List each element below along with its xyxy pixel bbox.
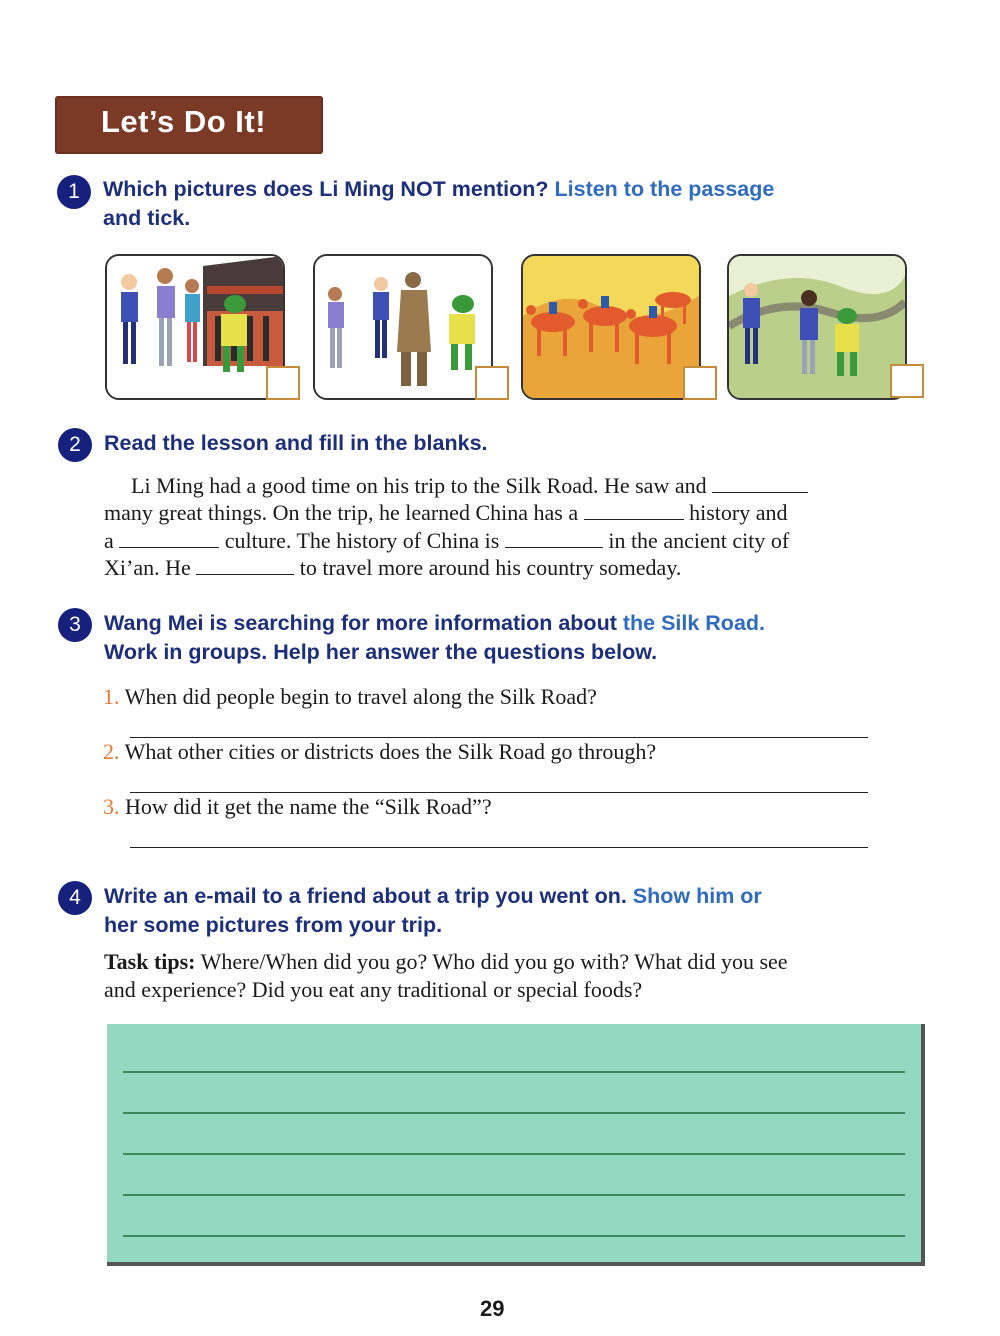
task-tips-label: Task tips: xyxy=(104,949,196,974)
writing-line xyxy=(123,1112,905,1114)
task-tips-text: and experience? Did you eat any traditional or special foods? xyxy=(104,977,643,1002)
instruction-text: Which pictures does Li Ming NOT mention? xyxy=(103,177,555,201)
task-tips-line-1 xyxy=(104,948,788,976)
exercise-2-number: 2 xyxy=(58,428,92,462)
picture-4 xyxy=(727,254,907,400)
instruction-text: her some pictures from your trip. xyxy=(104,913,443,937)
question-number: 2. xyxy=(103,739,120,764)
picture-2 xyxy=(313,254,493,400)
question-2 xyxy=(103,739,656,765)
picture-2-illustration xyxy=(315,256,491,398)
blank-1[interactable] xyxy=(712,474,808,493)
picture-1 xyxy=(105,254,285,400)
blank-3[interactable] xyxy=(119,529,219,548)
writing-line xyxy=(123,1194,905,1196)
picture-3-illustration xyxy=(523,256,699,398)
instruction-text: Listen to the passage xyxy=(554,177,775,201)
writing-line xyxy=(123,1153,905,1155)
page-number: 29 xyxy=(480,1296,505,1321)
instruction-text: Work in groups. Help her answer the questions below. xyxy=(104,640,658,664)
exercise-4-number: 4 xyxy=(58,881,92,915)
passage-text: many great things. On the trip, he learned China has a xyxy=(104,500,579,525)
question-text: What other cities or districts does the Silk Road go through? xyxy=(124,739,657,764)
exercise-3-number: 3 xyxy=(58,608,92,642)
instruction-text: the Silk Road. xyxy=(622,611,766,635)
question-text: When did people begin to travel along the Silk Road? xyxy=(124,684,597,709)
task-tips-text: Where/When did you go? Who did you go with? What did you see xyxy=(195,949,788,974)
blank-4[interactable] xyxy=(505,529,603,548)
passage-text: a xyxy=(104,528,114,553)
task-tips-line-2 xyxy=(104,976,642,1004)
exercise-1-instruction xyxy=(103,175,923,233)
passage-text: history and xyxy=(689,500,788,525)
picture-3 xyxy=(521,254,701,400)
passage-text: in the ancient city of xyxy=(608,528,790,553)
section-banner xyxy=(55,96,323,154)
question-3 xyxy=(103,794,492,820)
question-number: 1. xyxy=(103,684,120,709)
exercise-4-instruction xyxy=(104,882,944,940)
answer-line-2[interactable] xyxy=(130,792,868,793)
instruction-text: Wang Mei is searching for more information about xyxy=(104,611,623,635)
question-1 xyxy=(103,684,597,710)
writing-line xyxy=(123,1071,905,1073)
writing-line xyxy=(123,1235,905,1237)
passage-line-4 xyxy=(104,554,681,582)
question-number: 3. xyxy=(103,794,120,819)
tick-box-2[interactable] xyxy=(475,366,509,400)
answer-line-1[interactable] xyxy=(130,737,868,738)
passage-text: Xi’an. He xyxy=(104,555,191,580)
passage-text: culture. The history of China is xyxy=(224,528,500,553)
passage-text: Li Ming had a good time on his trip to the Silk Road. He saw and xyxy=(131,473,707,498)
blank-5[interactable] xyxy=(196,556,294,575)
banner-title: Let’s Do It! xyxy=(101,104,267,139)
question-text: How did it get the name the “Silk Road”? xyxy=(125,794,492,819)
email-writing-area[interactable] xyxy=(107,1024,925,1266)
instruction-text: Show him or xyxy=(632,884,762,908)
passage-line-2 xyxy=(104,499,787,527)
exercise-2-instruction: Read the lesson and fill in the blanks. xyxy=(104,431,488,455)
picture-4-illustration xyxy=(729,256,905,398)
instruction-text: and tick. xyxy=(103,206,191,230)
passage-line-3 xyxy=(104,527,789,555)
instruction-text: Write an e-mail to a friend about a trip you went on. xyxy=(104,884,633,908)
tick-box-3[interactable] xyxy=(683,366,717,400)
picture-1-illustration xyxy=(107,256,283,398)
passage-line-1 xyxy=(131,472,808,500)
exercise-1-number: 1 xyxy=(57,175,91,209)
blank-2[interactable] xyxy=(584,501,684,520)
tick-box-4[interactable] xyxy=(890,364,924,398)
exercise-3-instruction xyxy=(104,609,934,667)
tick-box-1[interactable] xyxy=(266,366,300,400)
answer-line-3[interactable] xyxy=(130,847,868,848)
passage-text: to travel more around his country someday. xyxy=(299,555,682,580)
